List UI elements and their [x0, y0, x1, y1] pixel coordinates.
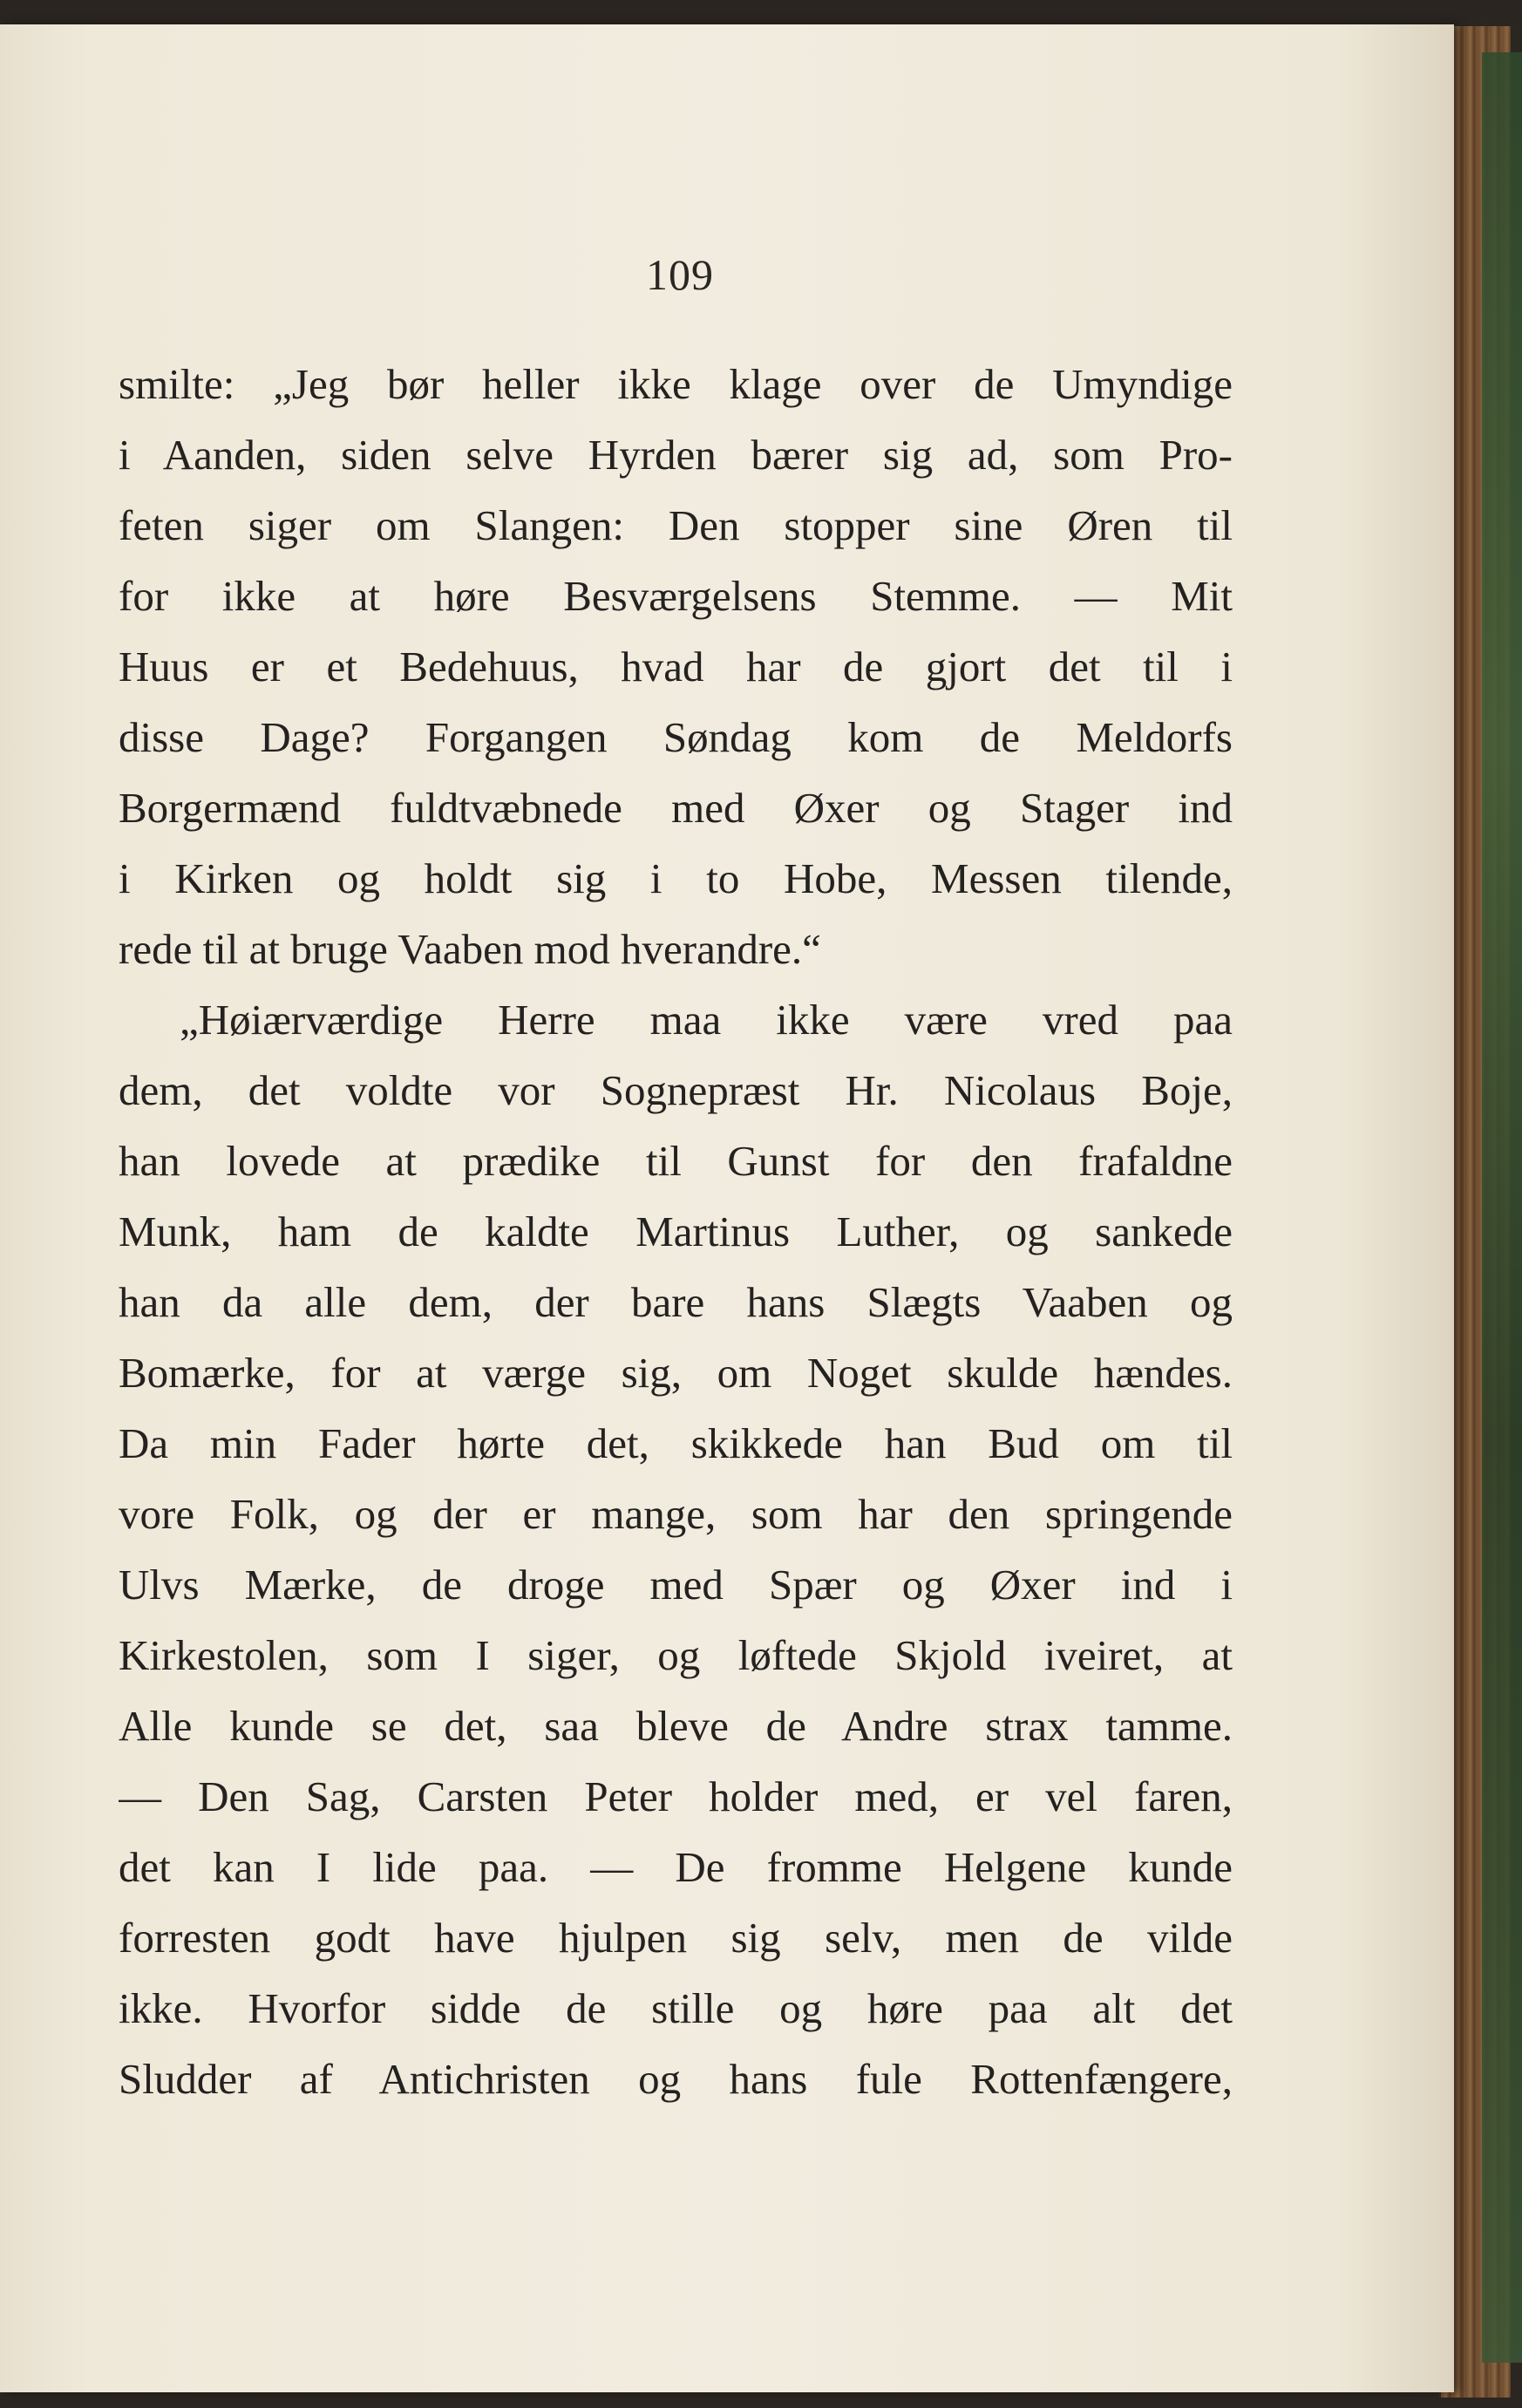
- text-line: Huus er et Bedehuus, hvad har de gjort det til i: [119, 643, 1233, 690]
- text-line: rede til at bruge Vaaben mod hverandre.“: [119, 925, 821, 973]
- text-line: dem, det voldte vor Sognepræst Hr. Nicolaus Boje,: [119, 1066, 1233, 1114]
- text-line: Alle kunde se det, saa bleve de Andre strax tamme.: [119, 1702, 1233, 1750]
- text-line: feten siger om Slangen: Den stopper sine Øren til: [119, 501, 1233, 549]
- text-line: smilte: „Jeg bør heller ikke klage over de Umyndige: [119, 360, 1233, 408]
- book-page: [0, 24, 1454, 2392]
- text-line: Bomærke, for at værge sig, om Noget skulde hændes.: [119, 1349, 1233, 1397]
- text-line: forresten godt have hjulpen sig selv, men de vilde: [119, 1914, 1233, 1962]
- text-line: Borgermænd fuldtvæbnede med Øxer og Stager ind: [119, 784, 1233, 832]
- page-number: 109: [646, 250, 714, 299]
- text-line: Munk, ham de kaldte Martinus Luther, og sankede: [119, 1207, 1233, 1255]
- text-line: i Kirken og holdt sig i to Hobe, Messen tilende,: [119, 854, 1233, 902]
- book-cover-edge: [1482, 52, 1522, 2363]
- text-line: for ikke at høre Besværgelsens Stemme. — Mit: [119, 572, 1233, 620]
- text-line: vore Folk, og der er mange, som har den springende: [119, 1490, 1233, 1538]
- text-line: — Den Sag, Carsten Peter holder med, er vel faren,: [119, 1772, 1233, 1820]
- text-line: Kirkestolen, som I siger, og løftede Skjold iveiret, at: [119, 1631, 1233, 1679]
- text-line: Da min Fader hørte det, skikkede han Bud om til: [119, 1419, 1233, 1467]
- body-text: [119, 349, 1233, 2114]
- text-line: han da alle dem, der bare hans Slægts Vaaben og: [119, 1278, 1233, 1326]
- text-line: det kan I lide paa. — De fromme Helgene kunde: [119, 1843, 1233, 1891]
- text-line: Sludder af Antichristen og hans fule Rottenfængere,: [119, 2055, 1233, 2103]
- text-line: „Høiærværdige Herre maa ikke være vred paa: [180, 996, 1233, 1044]
- text-line: disse Dage? Forgangen Søndag kom de Meldorfs: [119, 713, 1233, 761]
- text-line: han lovede at prædike til Gunst for den frafaldne: [119, 1137, 1233, 1185]
- text-line: Ulvs Mærke, de droge med Spær og Øxer ind i: [119, 1561, 1233, 1609]
- text-line: ikke. Hvorfor sidde de stille og høre paa alt det: [119, 1984, 1233, 2032]
- text-line: i Aanden, siden selve Hyrden bærer sig ad, som Pro-: [119, 431, 1233, 479]
